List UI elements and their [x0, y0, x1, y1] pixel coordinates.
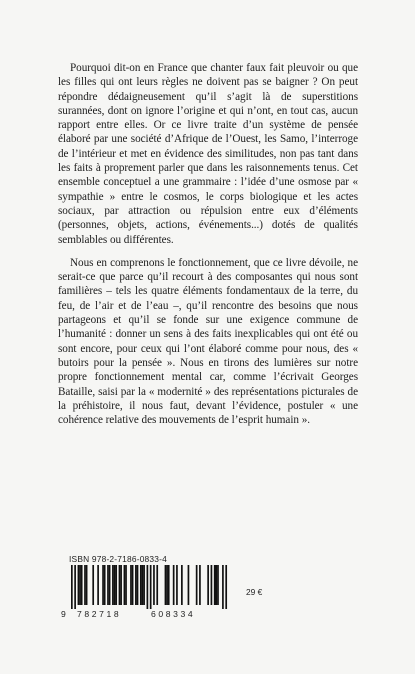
- barcode-bar: [115, 565, 117, 605]
- barcode-bar: [147, 565, 149, 609]
- barcode-bar: [142, 565, 144, 605]
- barcode-bar: [153, 565, 155, 605]
- barcode-bar: [125, 565, 127, 605]
- barcode-bar: [135, 565, 137, 605]
- barcode-bar: [225, 565, 227, 609]
- barcode-bar: [214, 565, 216, 605]
- barcode-bar: [104, 565, 106, 605]
- barcode-bar: [150, 565, 152, 609]
- barcode-digit-first: 9: [61, 609, 66, 619]
- barcode-icon: [61, 565, 231, 609]
- barcode-bar: [199, 565, 201, 605]
- barcode-bar: [143, 565, 145, 605]
- barcode-bar: [84, 565, 86, 605]
- barcode-bar: [137, 565, 139, 605]
- barcode-digits: [61, 609, 231, 620]
- barcode-bar: [74, 565, 76, 609]
- barcode-block: [61, 554, 231, 620]
- barcode-bar: [222, 565, 224, 609]
- barcode-bar: [92, 565, 94, 605]
- barcode-bar: [181, 565, 183, 605]
- barcode-digits-right: 608334: [151, 609, 196, 619]
- barcode-bar: [168, 565, 170, 605]
- barcode-bar: [107, 565, 109, 605]
- barcode-bar: [216, 565, 218, 605]
- barcode-bar: [207, 565, 209, 605]
- blurb-paragraph-1: Pourquoi dit-on en France que chanter faux fait pleuvoir ou que les filles qui ont leurs règles ne doivent pas se baigner ? On peut répondre dédaigneusement qu’il s’agit là de superstitions surannées, dont on ignore l’origine et qui n’ont, en tout cas, aucun rapport entre elles. Or ce livre traite d’un système de pensée élaboré par une société d’Afrique de l’Ouest, les Samo, l’interroge de l’intérieur et met en évidence des similitudes, non pas tant dans les faits à proprement parler que dans les raisonnements tenus. Cet ensemble conceptuel a une grammaire : l’idée d’une osmose par « sympathie » entre le cosmos, le corps biologique et les actes sociaux, par attraction ou répulsion entre eux d’éléments (personnes, objets, actions, événements...) dotés de qualités semblables ou différentes.: [58, 62, 358, 246]
- barcode-digits-left: 782718: [77, 609, 122, 619]
- barcode-bar: [165, 565, 167, 605]
- barcode-bar: [196, 565, 198, 605]
- barcode-bar: [112, 565, 114, 605]
- barcode-bar: [114, 565, 116, 605]
- barcode-bar: [156, 565, 158, 605]
- barcode-bar: [140, 565, 142, 605]
- barcode-bar: [81, 565, 83, 605]
- barcode-bar: [188, 565, 190, 605]
- barcode-bar: [97, 565, 99, 605]
- barcode-bar: [166, 565, 168, 605]
- barcode-bar: [211, 565, 213, 605]
- barcode-bar: [120, 565, 122, 605]
- barcode-bar: [109, 565, 111, 605]
- barcode-bar: [102, 565, 104, 605]
- isbn-label: ISBN 978-2-7186-0833-4: [69, 554, 167, 564]
- barcode-bar: [119, 565, 121, 605]
- barcode-bar: [71, 565, 73, 609]
- blurb-text: [58, 61, 358, 436]
- barcode-bar: [173, 565, 175, 605]
- barcode-bar: [78, 565, 80, 605]
- blurb-paragraph-2: Nous en comprenons le fonctionnement, que ce livre dévoile, ne serait-ce que parce qu’il recourt à des composantes qui nous sont familières – tels les quatre éléments fondamentaux de la terre, du feu, de l’air et de l’eau –, qu’il rencontre des besoins que nous partageons et qu’il se fonde sur une exigence commune de l’humanité : donner un sens à des faits inexplicables qui ont été ou sont encore, pour ceux qui l’ont élaboré comme pour nous, des « butoirs pour la pensée ». Nous en tirons des lumières sur notre propre fonctionnement mental car, comme l’écrivait Georges Bataille, saisi par la « modernité » des représentations picturales de la préhistoire, il nous faut, devant l’évidence, postuler « une cohérence relative des mouvements de l’esprit humain ».: [58, 256, 358, 427]
- barcode-bar: [79, 565, 81, 605]
- barcode-bar: [130, 565, 132, 605]
- price-label: 29 €: [246, 587, 263, 597]
- barcode-bar: [176, 565, 178, 605]
- barcode-bar: [217, 565, 219, 605]
- barcode-bar: [124, 565, 126, 605]
- barcode-bar: [132, 565, 134, 605]
- barcode-bar: [86, 565, 88, 605]
